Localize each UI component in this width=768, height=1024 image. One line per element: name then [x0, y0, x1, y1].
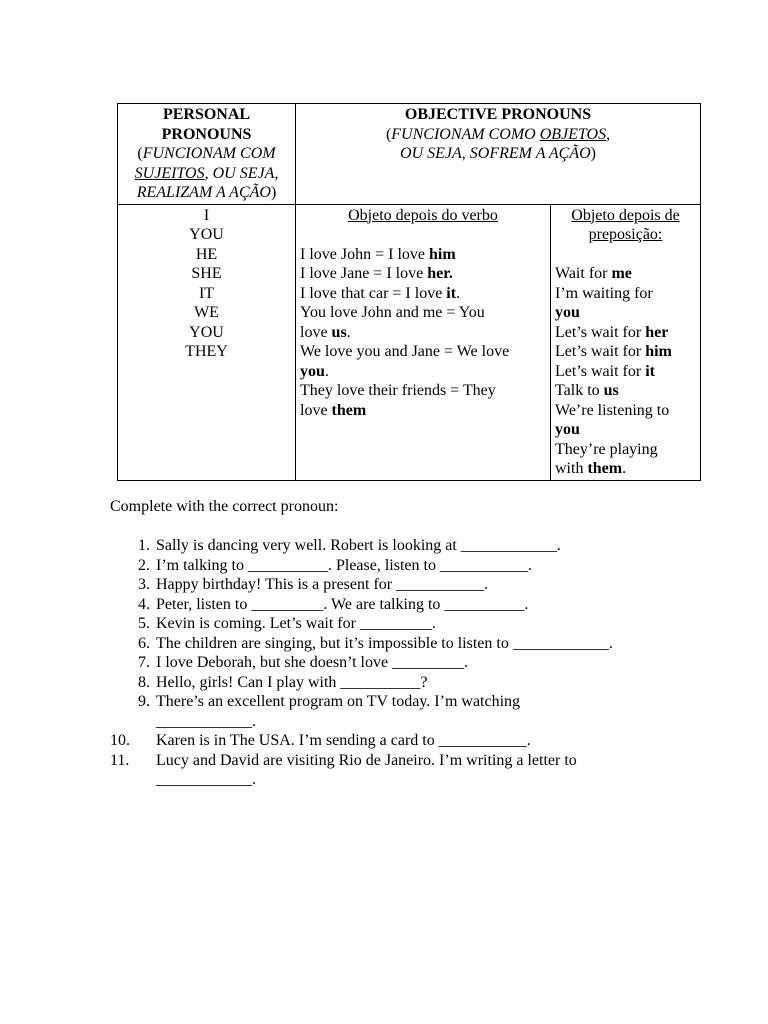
verb-example: you.: [300, 362, 329, 380]
verb-example: We love you and Jane = We love: [300, 343, 510, 360]
exercise-item: [110, 751, 710, 790]
prep-example: They’re playing: [555, 440, 658, 458]
objective-header-note-line1: (FUNCIONAM COMO OBJETOS,: [385, 125, 611, 143]
exercise-item: [110, 536, 710, 556]
exercise-text-continued: ____________.: [156, 771, 256, 788]
exercise-text: I love Deborah, but she doesn’t love _________.: [156, 654, 469, 671]
personal-pronoun: HE: [195, 245, 218, 263]
exercise-text: Happy birthday! This is a present for ___________.: [156, 576, 489, 593]
exercise-item: [110, 614, 710, 634]
prep-column-title-line1: Objeto depois de: [571, 206, 680, 224]
instructions-heading: Complete with the correct pronoun:: [110, 498, 339, 515]
preposition-object-column: [551, 204, 701, 480]
objective-pronouns-header: [296, 104, 701, 205]
exercise-text: Karen is in The USA. I’m sending a card to ___________.: [156, 732, 531, 749]
personal-pronouns-header: [118, 104, 296, 205]
prep-example: We’re listening to: [555, 401, 670, 419]
prep-example: with them.: [555, 460, 627, 477]
exercise-text: The children are singing, but it’s impossible to listen to ____________.: [156, 634, 613, 652]
pronouns-table: [117, 103, 701, 481]
personal-pronoun: WE: [194, 304, 219, 321]
verb-example: You love John and me = You: [300, 304, 485, 321]
personal-pronoun: YOU: [189, 323, 224, 341]
exercise-item: [110, 595, 710, 615]
exercise-number: 9.: [138, 693, 150, 710]
exercise-number: 2.: [138, 556, 150, 574]
prep-column-title-line2: preposição:: [588, 226, 663, 243]
exercise-number: 4.: [138, 595, 150, 613]
exercise-text: Hello, girls! Can I play with __________?: [156, 673, 428, 691]
exercise-item: [110, 653, 710, 673]
personal-header-title-line2: PRONOUNS: [161, 125, 252, 143]
exercise-number: 1.: [138, 537, 150, 554]
exercise-number: 11.: [110, 751, 130, 769]
table-body-row: [118, 204, 701, 480]
personal-pronoun: SHE: [191, 265, 222, 282]
exercise-number: 7.: [138, 654, 150, 671]
personal-pronoun: YOU: [189, 226, 224, 243]
exercise-text: Sally is dancing very well. Robert is looking at ____________.: [156, 537, 561, 554]
verb-example: I love that car = I love it.: [300, 284, 461, 302]
exercise-text: There’s an excellent program on TV today. I’m watching: [156, 693, 521, 710]
verb-example: I love John = I love him: [300, 245, 456, 263]
exercise-item: [110, 575, 710, 595]
personal-header-note-line1: (FUNCIONAM COM: [137, 145, 276, 162]
exercise-item: [110, 692, 710, 731]
prep-example: Let’s wait for him: [555, 343, 672, 360]
table-header-row: [118, 104, 701, 205]
exercise-text: Lucy and David are visiting Rio de Janeiro. I’m writing a letter to: [156, 751, 577, 769]
exercise-text: I’m talking to __________. Please, listen to ___________.: [156, 556, 532, 574]
verb-example: love them: [300, 401, 367, 419]
personal-pronouns-list: [118, 204, 296, 480]
personal-header-note-line3: REALIZAM A AÇÃO): [136, 184, 277, 201]
exercise-text: Peter, listen to _________. We are talking to __________.: [156, 595, 529, 613]
exercise-item: [110, 634, 710, 654]
objective-header-note-line2: OU SEJA, SOFREM A AÇÃO): [400, 145, 596, 162]
personal-pronoun: I: [203, 206, 210, 224]
personal-header-note-line2: SUJEITOS, OU SEJA,: [134, 164, 279, 182]
prep-example: you: [555, 304, 580, 321]
exercise-number: 5.: [138, 615, 150, 632]
exercise-item: [110, 556, 710, 576]
exercise-number: 3.: [138, 576, 150, 593]
exercise-number: 10.: [110, 732, 130, 749]
verb-object-column: [296, 204, 551, 480]
verb-example: They love their friends = They: [300, 382, 496, 399]
verb-column-title: Objeto depois do verbo: [348, 206, 498, 224]
prep-example: Talk to us: [555, 382, 619, 399]
prep-example: Let’s wait for it: [555, 362, 655, 380]
exercise-list: [110, 536, 710, 790]
exercise-number: 6.: [138, 634, 150, 652]
exercise-text-continued: ____________.: [156, 712, 256, 730]
prep-example: Let’s wait for her: [555, 323, 669, 341]
exercise-text: Kevin is coming. Let’s wait for _________.: [156, 615, 436, 632]
prep-example: you: [555, 421, 580, 438]
exercise-item: [110, 731, 710, 751]
exercise-item: [110, 673, 710, 693]
exercise-number: 8.: [138, 673, 150, 691]
objective-header-title: OBJECTIVE PRONOUNS: [404, 106, 592, 123]
personal-pronoun: IT: [198, 284, 215, 302]
verb-example: love us.: [300, 323, 351, 341]
prep-example: I’m waiting for: [555, 284, 653, 302]
personal-pronoun: THEY: [185, 343, 228, 360]
prep-example: Wait for me: [555, 265, 632, 282]
personal-header-title-line1: PERSONAL: [162, 106, 251, 123]
verb-example: I love Jane = I love her.: [300, 265, 453, 282]
